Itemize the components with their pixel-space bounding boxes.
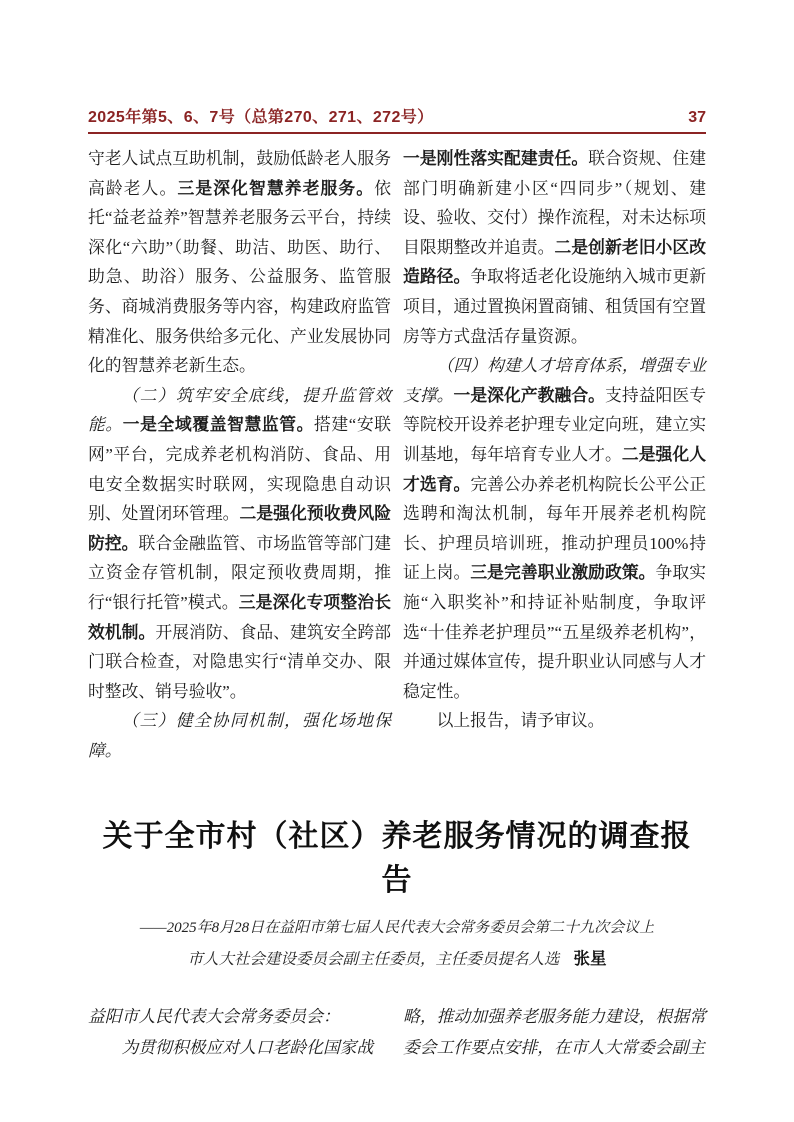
paragraph bbox=[88, 706, 391, 765]
report-subtitle: ——2025年8月28日在益阳市第七届人民代表大会常务委员会第二十九次会议上 bbox=[139, 920, 655, 937]
gazette-page bbox=[88, 104, 706, 1063]
text-segment: 一是深化产教融合。 bbox=[453, 385, 606, 405]
text-segment: 争取将适老化设施纳入城市更新项目，通过置换闲置商铺、租赁国有空置房等方式盘活存量资源。 bbox=[403, 267, 706, 346]
text-segment: （三）健全协同机制，强化场地保障。 bbox=[88, 711, 391, 760]
text-segment: 二是强化预收费风险防控。 bbox=[88, 504, 391, 553]
article-right-column bbox=[403, 144, 706, 765]
article-left-column bbox=[88, 144, 391, 765]
paragraph bbox=[88, 144, 391, 381]
text-segment: 略，推动加强养老服务能力建设，根据常委会工作要点安排，在市人大常委会副主 bbox=[403, 1007, 706, 1058]
page-header bbox=[88, 104, 706, 134]
text-segment: 为贯彻积极应对人口老龄化国家战 bbox=[121, 1038, 374, 1058]
presenter-name: 张星 bbox=[573, 950, 607, 969]
page-number: 37 bbox=[688, 109, 706, 126]
paragraph bbox=[88, 1032, 391, 1063]
paragraph bbox=[403, 144, 706, 351]
presenter-title: 市人大社会建设委员会副主任委员，主任委员提名人选 bbox=[187, 951, 560, 969]
text-segment: 支持益阳医专等院校开设养老护理专业定向班，建立实训基地，每年培育专业人才。 bbox=[403, 385, 706, 464]
paragraph bbox=[88, 381, 391, 707]
text-segment: 联合金融监管、市场监管等部门建立资金存管机制，限定预收费周期，推行“银行托管”模式。 bbox=[88, 533, 391, 612]
text-segment: 一是全域覆盖智慧监管。 bbox=[122, 415, 314, 435]
text-segment: 益阳市人民代表大会常务委员会： bbox=[88, 1007, 340, 1027]
article-continuation bbox=[88, 144, 706, 765]
paragraph bbox=[403, 706, 706, 736]
text-segment: 争取实施“入职奖补”和持证补贴制度，争取评选“十佳养老护理员”“五星级养老机构”，并通过媒体宣传，提升职业认同感与人才稳定性。 bbox=[403, 563, 706, 701]
text-segment: 一是刚性落实配建责任。 bbox=[403, 149, 589, 168]
paragraph bbox=[88, 1001, 391, 1032]
text-segment: 三是完善职业激励政策。 bbox=[470, 563, 656, 583]
text-segment: 完善公办养老机构院长公平公正选聘和淘汰机制，每年开展养老机构院长、护理员培训班，推动护理员100%持证上岗。 bbox=[403, 474, 706, 583]
report-body bbox=[88, 1001, 706, 1063]
text-segment: 联合资规、住建部门明确新建小区“四同步”（规划、建设、验收、交付）操作流程，对未达标项目限期整改并追责。 bbox=[403, 149, 706, 257]
text-segment: 二是创新老旧小区改造路径。 bbox=[403, 237, 706, 287]
text-segment: 三是深化智慧养老服务。 bbox=[177, 178, 375, 198]
text-segment: 二是强化人才选育。 bbox=[403, 444, 706, 494]
report-heading-block bbox=[88, 815, 706, 975]
text-segment: 三是深化专项整治长效机制。 bbox=[88, 592, 391, 642]
text-segment: 开展消防、食品、建筑安全跨部门联合检查，对隐患实行“清单交办、限时整改、销号验收”。 bbox=[88, 622, 391, 701]
text-segment: （四）构建人才培育体系，增强专业支撑。 bbox=[403, 356, 706, 405]
text-segment: （二）筑牢安全底线，提升监管效能。 bbox=[88, 385, 391, 435]
text-segment: 以上报告，请予审议。 bbox=[436, 711, 605, 731]
presenter-line bbox=[88, 944, 706, 975]
text-segment: 依托“益老益养”智慧养老服务云平台，持续深化“六助”（助餐、助洁、助医、助行、助急、助浴）服务、公益服务、监管服务、商城消费服务等内容，构建政府监管精准化、服务供给多元化、产业发展协同化的智慧养老新生态。 bbox=[88, 178, 391, 376]
report-left-column bbox=[88, 1001, 391, 1063]
text-segment: 守老人试点互助机制，鼓励低龄老人服务高龄老人。 bbox=[88, 149, 391, 198]
report-right-column bbox=[403, 1001, 706, 1063]
text-segment: 搭建“安联网”平台，完成养老机构消防、食品、用电安全数据实时联网，实现隐患自动识别、处置闭环管理。 bbox=[88, 415, 391, 524]
paragraph bbox=[403, 351, 706, 706]
paragraph bbox=[403, 1001, 706, 1063]
report-title: 关于全市村（社区）养老服务情况的调查报告 bbox=[102, 820, 692, 898]
issue-label: 2025年第5、6、7号（总第270、271、272号） bbox=[88, 109, 434, 126]
